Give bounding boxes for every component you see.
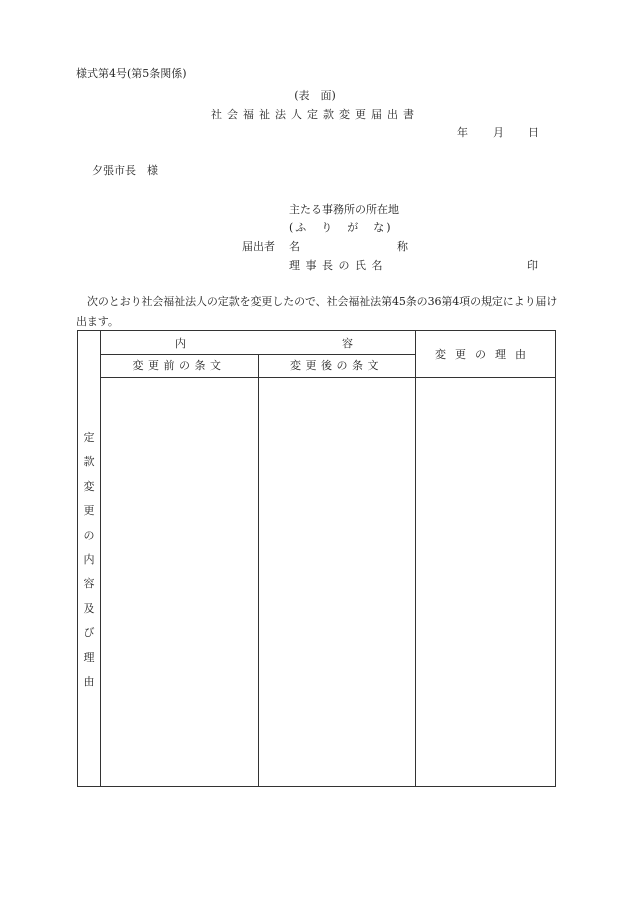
table-divider [100, 354, 415, 355]
row-header-char: 及 [83, 601, 95, 615]
before-article-header: 変更前の条文 [132, 359, 226, 372]
addressee: 夕張市長 様 [92, 164, 158, 177]
after-article-header: 変更後の条文 [290, 359, 383, 372]
row-header-char: 内 [83, 552, 95, 566]
office-address-label: 主たる事務所の所在地 [289, 203, 399, 216]
table-divider [100, 331, 101, 786]
row-header-char: の [83, 528, 95, 542]
furigana-label: (ふ り が な) [289, 221, 393, 234]
row-header-char: 由 [83, 674, 95, 688]
table-divider [258, 354, 259, 786]
form-number: 様式第4号(第5条関係) [76, 67, 187, 80]
row-header-char: 更 [83, 504, 95, 518]
date-year-label: 年 [457, 126, 468, 139]
seal-mark: 印 [527, 259, 538, 272]
content-header-1: 内 [175, 337, 186, 350]
change-table [77, 330, 556, 787]
name-label-1: 名 [289, 240, 300, 253]
row-header-char: 定 [83, 431, 95, 444]
row-header-vertical [78, 431, 100, 699]
table-divider [415, 331, 416, 786]
document-title: 社会福祉法人定款変更届出書 [211, 108, 419, 121]
date-day-label: 日 [528, 126, 539, 139]
row-header-char: 容 [83, 577, 95, 591]
date-month-label: 月 [493, 126, 504, 139]
table-divider [100, 377, 555, 378]
content-header-2: 容 [342, 337, 353, 350]
body-text: 次のとおり社会福祉法人の定款を変更したので、社会福祉法第45条の36第4項の規定により届け出ます。 [76, 295, 558, 328]
row-header-char: 理 [83, 650, 95, 664]
row-header-char: び [83, 626, 95, 640]
notifier-role-label: 届出者 [242, 240, 275, 253]
side-label: (表 面) [294, 89, 336, 102]
name-label-2: 称 [397, 240, 408, 253]
change-reason-header: 変更の理由 [435, 348, 535, 361]
row-header-char: 款 [83, 455, 95, 469]
row-header-char: 変 [83, 479, 95, 493]
chairman-name-label: 理事長の氏名 [289, 259, 388, 272]
